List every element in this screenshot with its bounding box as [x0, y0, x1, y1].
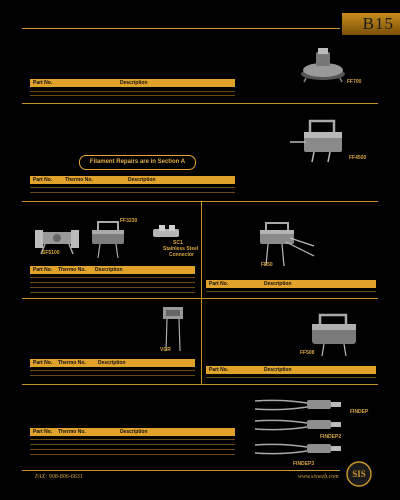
table-row-line	[30, 277, 195, 278]
ff4500-product-image	[290, 118, 348, 162]
table-row-line	[30, 292, 195, 293]
col-thermo-no: Thermo No.	[65, 177, 93, 183]
ff508-table-header	[206, 366, 376, 374]
section-divider	[22, 384, 378, 385]
col-part-no: Part No.	[33, 360, 53, 366]
col-part-no: Part No.	[33, 429, 53, 435]
table-row-line	[30, 444, 235, 445]
ff50-product-image	[256, 222, 314, 266]
col-part-no: Part No.	[33, 267, 53, 273]
sis-logo-text: SIS	[352, 469, 366, 479]
table-row-line	[30, 91, 235, 92]
vgr-table-header	[30, 359, 195, 367]
ff3230-label: FF3230	[120, 218, 138, 224]
col-part-no: Part No.	[33, 80, 53, 86]
table-row-line	[30, 454, 235, 455]
section-divider	[22, 201, 378, 202]
col-thermo-no: Thermo No.	[58, 267, 86, 273]
sc1-description-line-1: Stainless Steel	[163, 246, 199, 252]
ff3230-product-image	[88, 220, 128, 258]
table-row-line	[206, 291, 376, 292]
sc1-description-line-2: Connector	[169, 252, 194, 258]
col-thermo-no: Thermo No.	[58, 429, 86, 435]
col-description: Description	[120, 80, 148, 86]
col-description: Description	[264, 281, 292, 287]
table-row-line	[30, 375, 195, 376]
findep3-product-image	[255, 441, 347, 457]
header-rule	[22, 28, 340, 29]
ff50-table-header	[206, 280, 376, 288]
table-row-line	[30, 95, 235, 96]
col-part-no: Part No.	[209, 367, 229, 373]
ff4500-label: FF4500	[349, 155, 367, 161]
findep2-label: FINDEP2	[320, 434, 342, 440]
ff700-product-image	[298, 48, 348, 82]
findep-label: FINDEP	[350, 409, 369, 415]
table-row-line	[206, 377, 376, 378]
table-row-line	[30, 282, 195, 283]
footer-fax: FAX: 908-806-6631	[35, 474, 83, 480]
findep3-label: FINDEP3	[293, 461, 315, 467]
ff508-label: FF508	[300, 350, 315, 356]
section-divider	[22, 103, 378, 104]
col-description: Description	[98, 360, 126, 366]
sc1-product-image	[151, 225, 181, 239]
col-thermo-no: Thermo No.	[58, 360, 86, 366]
col-part-no: Part No.	[209, 281, 229, 287]
findep-product-image	[255, 397, 347, 413]
sf5100-label: SF5100	[42, 250, 60, 256]
col-description: Description	[95, 267, 123, 273]
col-part-no: Part No.	[33, 177, 53, 183]
ff4500-table-header	[30, 176, 235, 184]
findep-table-header	[30, 428, 235, 436]
sis-logo	[346, 461, 372, 487]
ff50-label: FF50	[261, 262, 273, 268]
vgr-product-image	[160, 307, 186, 351]
ff700-label: FF700	[347, 79, 362, 85]
filament-repairs-callout: Filament Repairs are in Section A	[79, 155, 196, 170]
page-code: B15	[362, 14, 394, 33]
page-number-badge	[342, 13, 400, 35]
sf5100-table-header	[30, 266, 195, 274]
table-row-line	[30, 187, 235, 188]
table-row-line	[30, 439, 235, 440]
column-divider	[201, 201, 202, 384]
table-row-line	[30, 287, 195, 288]
table-row-line	[30, 449, 235, 450]
section-divider	[22, 298, 378, 299]
col-description: Description	[128, 177, 156, 183]
sc1-label: SC1	[173, 240, 183, 246]
col-description: Description	[264, 367, 292, 373]
col-description: Description	[120, 429, 148, 435]
findep2-product-image	[255, 417, 347, 433]
footer-website[interactable]: www.sisweb.com	[298, 474, 339, 480]
table-row-line	[30, 192, 235, 193]
table-row-line	[30, 370, 195, 371]
footer-rule	[22, 470, 340, 471]
ff700-table-header	[30, 79, 235, 87]
vgr-label: VGR	[160, 347, 171, 353]
